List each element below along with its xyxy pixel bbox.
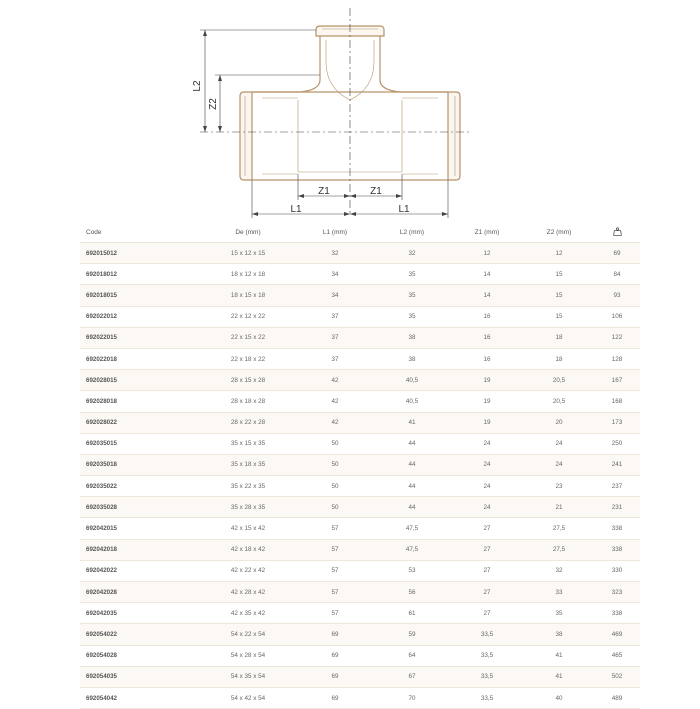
cell-z1: 19	[450, 391, 524, 412]
cell-l1: 69	[296, 645, 374, 666]
cell-de: 35 x 18 x 35	[200, 454, 296, 475]
cell-code: 692018015	[80, 285, 200, 306]
cell-de: 22 x 12 x 22	[200, 306, 296, 327]
cell-z2: 24	[524, 454, 594, 475]
cell-de: 22 x 15 x 22	[200, 327, 296, 348]
cell-l2: 61	[374, 603, 450, 624]
table-row	[80, 603, 640, 624]
cell-z2: 20	[524, 412, 594, 433]
cell-z1: 33,5	[450, 666, 524, 687]
cell-code: 692042035	[80, 603, 200, 624]
header-z2: Z2 (mm)	[524, 222, 594, 243]
cell-code: 692054042	[80, 687, 200, 708]
label-l1-left: L1	[290, 204, 302, 215]
cell-z1: 24	[450, 454, 524, 475]
cell-de: 35 x 22 x 35	[200, 476, 296, 497]
cell-z1: 14	[450, 285, 524, 306]
cell-z2: 12	[524, 243, 594, 264]
cell-weight: 84	[594, 264, 640, 285]
table-row	[80, 539, 640, 560]
cell-l1: 32	[296, 243, 374, 264]
cell-l1: 50	[296, 433, 374, 454]
header-z1: Z1 (mm)	[450, 222, 524, 243]
cell-code: 692042028	[80, 582, 200, 603]
cell-l2: 64	[374, 645, 450, 666]
table-row	[80, 391, 640, 412]
cell-z1: 19	[450, 370, 524, 391]
cell-z1: 27	[450, 560, 524, 581]
dimensions-table-container	[80, 222, 640, 709]
cell-code: 692028015	[80, 370, 200, 391]
cell-weight: 250	[594, 433, 640, 454]
cell-code: 692054022	[80, 624, 200, 645]
cell-z2: 27,5	[524, 539, 594, 560]
cell-de: 35 x 28 x 35	[200, 497, 296, 518]
table-body	[80, 243, 640, 709]
cell-code: 692035015	[80, 433, 200, 454]
cell-l2: 35	[374, 285, 450, 306]
header-weight	[594, 222, 640, 243]
cell-l2: 53	[374, 560, 450, 581]
cell-z1: 33,5	[450, 624, 524, 645]
table-row	[80, 518, 640, 539]
cell-de: 42 x 18 x 42	[200, 539, 296, 560]
cell-weight: 465	[594, 645, 640, 666]
cell-code: 692018012	[80, 264, 200, 285]
cell-l2: 35	[374, 306, 450, 327]
cell-code: 692042018	[80, 539, 200, 560]
table-row	[80, 306, 640, 327]
table-row	[80, 454, 640, 475]
cell-l2: 44	[374, 454, 450, 475]
cell-z2: 20,5	[524, 391, 594, 412]
cell-weight: 330	[594, 560, 640, 581]
cell-weight: 231	[594, 497, 640, 518]
cell-code: 692054028	[80, 645, 200, 666]
table-row	[80, 497, 640, 518]
cell-z1: 27	[450, 539, 524, 560]
cell-de: 54 x 42 x 54	[200, 687, 296, 708]
cell-l1: 69	[296, 687, 374, 708]
label-z1-left: Z1	[318, 186, 330, 197]
cell-de: 42 x 35 x 42	[200, 603, 296, 624]
cell-z1: 24	[450, 497, 524, 518]
cell-l1: 42	[296, 391, 374, 412]
cell-code: 692015012	[80, 243, 200, 264]
cell-de: 28 x 18 x 28	[200, 391, 296, 412]
label-z1-right: Z1	[370, 186, 382, 197]
cell-l2: 44	[374, 497, 450, 518]
cell-weight: 469	[594, 624, 640, 645]
cell-de: 18 x 12 x 18	[200, 264, 296, 285]
table-row	[80, 582, 640, 603]
weight-icon	[613, 227, 622, 236]
cell-l1: 34	[296, 264, 374, 285]
table-row	[80, 243, 640, 264]
cell-z2: 27,5	[524, 518, 594, 539]
cell-l1: 57	[296, 518, 374, 539]
cell-l2: 59	[374, 624, 450, 645]
cell-code: 692042022	[80, 560, 200, 581]
cell-weight: 106	[594, 306, 640, 327]
cell-de: 15 x 12 x 15	[200, 243, 296, 264]
cell-l1: 50	[296, 476, 374, 497]
cell-z1: 33,5	[450, 687, 524, 708]
cell-z1: 24	[450, 433, 524, 454]
cell-z1: 33,5	[450, 645, 524, 666]
cell-code: 692035028	[80, 497, 200, 518]
cell-z1: 19	[450, 412, 524, 433]
cell-de: 28 x 22 x 28	[200, 412, 296, 433]
cell-z2: 15	[524, 264, 594, 285]
cell-l2: 41	[374, 412, 450, 433]
cell-code: 692035022	[80, 476, 200, 497]
cell-z2: 18	[524, 348, 594, 369]
cell-z1: 27	[450, 603, 524, 624]
cell-weight: 237	[594, 476, 640, 497]
header-l2: L2 (mm)	[374, 222, 450, 243]
table-row	[80, 412, 640, 433]
cell-z2: 33	[524, 582, 594, 603]
cell-l2: 44	[374, 476, 450, 497]
tee-fitting-diagram	[0, 0, 700, 222]
cell-l1: 50	[296, 454, 374, 475]
cell-l1: 57	[296, 560, 374, 581]
cell-l2: 70	[374, 687, 450, 708]
cell-weight: 489	[594, 687, 640, 708]
cell-l1: 34	[296, 285, 374, 306]
cell-l2: 38	[374, 327, 450, 348]
cell-de: 28 x 15 x 28	[200, 370, 296, 391]
cell-z1: 24	[450, 476, 524, 497]
table-row	[80, 370, 640, 391]
cell-weight: 168	[594, 391, 640, 412]
cell-code: 692054035	[80, 666, 200, 687]
table-row	[80, 348, 640, 369]
cell-weight: 122	[594, 327, 640, 348]
cell-l1: 57	[296, 582, 374, 603]
cell-l2: 32	[374, 243, 450, 264]
cell-z2: 40	[524, 687, 594, 708]
cell-l2: 44	[374, 433, 450, 454]
cell-weight: 93	[594, 285, 640, 306]
cell-weight: 241	[594, 454, 640, 475]
cell-l1: 37	[296, 327, 374, 348]
table-row	[80, 645, 640, 666]
cell-l1: 57	[296, 603, 374, 624]
table-row	[80, 476, 640, 497]
table-row	[80, 560, 640, 581]
cell-l1: 69	[296, 624, 374, 645]
cell-de: 42 x 15 x 42	[200, 518, 296, 539]
cell-l2: 47,5	[374, 539, 450, 560]
header-l1: L1 (mm)	[296, 222, 374, 243]
cell-l1: 50	[296, 497, 374, 518]
table-row	[80, 327, 640, 348]
cell-code: 692022012	[80, 306, 200, 327]
cell-weight: 338	[594, 603, 640, 624]
label-l1-right: L1	[398, 204, 410, 215]
cell-z2: 18	[524, 327, 594, 348]
cell-l1: 69	[296, 666, 374, 687]
cell-weight: 502	[594, 666, 640, 687]
cell-z1: 16	[450, 327, 524, 348]
cell-de: 18 x 15 x 18	[200, 285, 296, 306]
cell-z2: 20,5	[524, 370, 594, 391]
cell-de: 35 x 15 x 35	[200, 433, 296, 454]
cell-code: 692028018	[80, 391, 200, 412]
cell-z1: 16	[450, 306, 524, 327]
cell-de: 42 x 28 x 42	[200, 582, 296, 603]
cell-l2: 56	[374, 582, 450, 603]
cell-code: 692042015	[80, 518, 200, 539]
cell-l1: 37	[296, 306, 374, 327]
table-row	[80, 666, 640, 687]
dimensions-table	[80, 222, 640, 709]
cell-de: 54 x 35 x 54	[200, 666, 296, 687]
cell-z2: 35	[524, 603, 594, 624]
cell-weight: 338	[594, 539, 640, 560]
label-z2: Z2	[208, 98, 219, 110]
table-row	[80, 624, 640, 645]
cell-code: 692022015	[80, 327, 200, 348]
table-row	[80, 433, 640, 454]
cell-code: 692022018	[80, 348, 200, 369]
header-code: Code	[80, 222, 200, 243]
cell-z2: 23	[524, 476, 594, 497]
cell-l1: 42	[296, 370, 374, 391]
cell-z1: 27	[450, 518, 524, 539]
cell-l2: 67	[374, 666, 450, 687]
cell-z2: 24	[524, 433, 594, 454]
cell-z2: 21	[524, 497, 594, 518]
cell-weight: 323	[594, 582, 640, 603]
cell-z1: 14	[450, 264, 524, 285]
table-row	[80, 285, 640, 306]
cell-z2: 41	[524, 645, 594, 666]
cell-weight: 69	[594, 243, 640, 264]
cell-de: 42 x 22 x 42	[200, 560, 296, 581]
cell-weight: 338	[594, 518, 640, 539]
cell-de: 54 x 28 x 54	[200, 645, 296, 666]
cell-weight: 173	[594, 412, 640, 433]
cell-z1: 27	[450, 582, 524, 603]
cell-l1: 42	[296, 412, 374, 433]
cell-l2: 47,5	[374, 518, 450, 539]
cell-z2: 41	[524, 666, 594, 687]
cell-z2: 15	[524, 306, 594, 327]
cell-de: 22 x 18 x 22	[200, 348, 296, 369]
table-row	[80, 687, 640, 708]
cell-l1: 37	[296, 348, 374, 369]
cell-l2: 40,5	[374, 370, 450, 391]
header-de: De (mm)	[200, 222, 296, 243]
cell-z2: 38	[524, 624, 594, 645]
dimension-labels	[192, 80, 410, 215]
cell-z2: 32	[524, 560, 594, 581]
cell-l2: 40,5	[374, 391, 450, 412]
cell-weight: 128	[594, 348, 640, 369]
cell-code: 692035018	[80, 454, 200, 475]
table-header-row	[80, 222, 640, 243]
cell-l1: 57	[296, 539, 374, 560]
cell-z1: 12	[450, 243, 524, 264]
cell-z2: 15	[524, 285, 594, 306]
label-l2: L2	[192, 80, 203, 92]
cell-z1: 16	[450, 348, 524, 369]
table-row	[80, 264, 640, 285]
cell-weight: 167	[594, 370, 640, 391]
cell-l2: 35	[374, 264, 450, 285]
cell-l2: 38	[374, 348, 450, 369]
cell-de: 54 x 22 x 54	[200, 624, 296, 645]
cell-code: 692028022	[80, 412, 200, 433]
